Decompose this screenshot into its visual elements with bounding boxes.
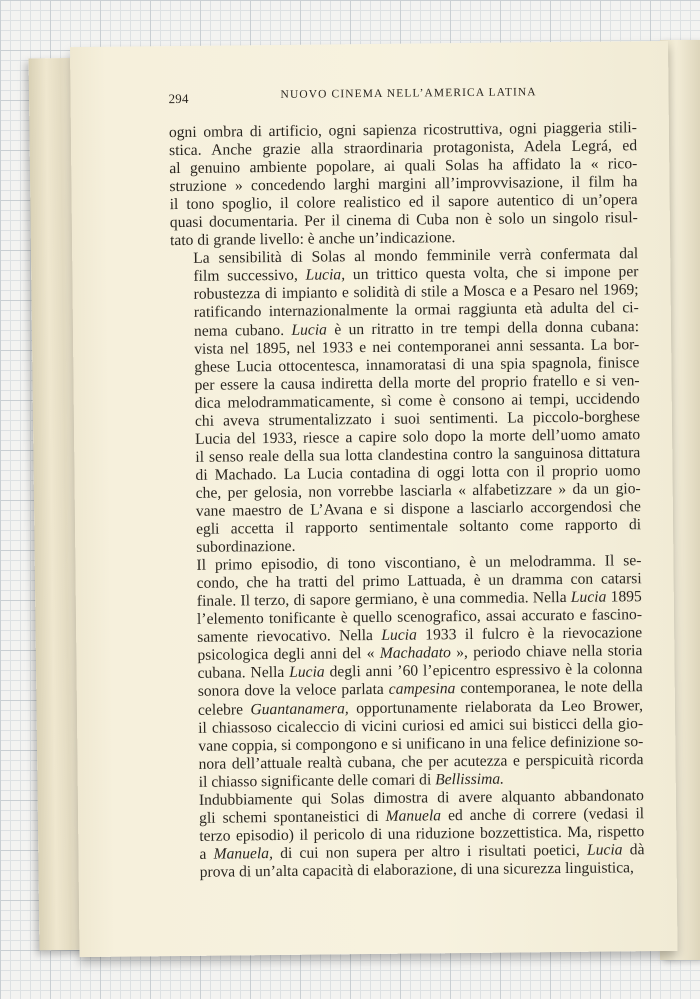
italic-title: Lucia bbox=[289, 663, 325, 682]
text-span: condo, che ha tratti del primo Lattuada, è un dramma con catarsi bbox=[196, 570, 642, 593]
text-span: Il primo episodio, di tono viscontiano, è un melodramma. Il se- bbox=[196, 552, 642, 574]
text-span: dà bbox=[622, 841, 645, 859]
text-span: 1895 bbox=[606, 588, 642, 606]
text-span: Indubbiamente qui Solas dimostra di avere alquanto abbandonato bbox=[198, 786, 644, 809]
body-text bbox=[169, 119, 645, 882]
page-header bbox=[168, 82, 598, 107]
italic-title: Manuela bbox=[385, 807, 442, 825]
italic-title: campesina bbox=[388, 680, 456, 699]
text-span: sonora dove la veloce parlata bbox=[197, 681, 389, 701]
text-span: chi aveva strumentalizzato i suoi sentimenti. La piccolo-borghese bbox=[194, 407, 641, 430]
text-span: contemporanea, le note della bbox=[455, 678, 643, 698]
italic-title: Manuela, bbox=[213, 844, 274, 863]
paragraph bbox=[173, 552, 643, 791]
text-span: nema cubano. bbox=[193, 321, 292, 340]
text-span: è un ritratto in tre tempi della donna cubana: bbox=[326, 317, 640, 338]
italic-title: Guantanamera, bbox=[250, 699, 349, 718]
text-span: di Machado. La Lucia contadina di oggi lotta con il proprio uomo bbox=[195, 462, 641, 484]
text-span: celebre bbox=[197, 700, 251, 719]
text-span: », periodo chiave nella storia bbox=[450, 642, 643, 662]
text-span: 1933 il fulcro è la rievocazione bbox=[416, 624, 643, 644]
text-span: finale. Il terzo, di sapore germiano, è una commedia. Nella bbox=[196, 589, 571, 611]
text-span: Lucia del 1933, riesce a capire solo dopo la morte dell’uomo amato bbox=[195, 425, 641, 448]
text-span: di cui non supera per altro i risultati poetici, bbox=[272, 841, 588, 862]
text-span: il tono spoglio, il colore realistico ed il sapore autentico di un’opera bbox=[169, 191, 638, 214]
italic-title: Bellissima. bbox=[435, 770, 505, 789]
italic-title: Lucia, bbox=[305, 266, 346, 285]
text-span: il chiasso significante delle comari di bbox=[198, 771, 436, 791]
text-span: un trittico questa volta, che si impone per bbox=[344, 263, 639, 284]
text-span: per essere la causa indiretta della morte del proprio fratello e si ven- bbox=[194, 371, 640, 394]
text-span: l’elemento tonificante è quello scenografico, assai accurato e fascino- bbox=[196, 606, 643, 629]
text-span: vane coppia, si compongono e si unificano in una felice definizione so- bbox=[198, 732, 644, 755]
text-span: ed anche di correre (vedasi il bbox=[440, 804, 645, 825]
text-span: ogni ombra di artificio, ogni sapienza ricostruttiva, ogni piaggeria stili- bbox=[168, 119, 637, 142]
book-page bbox=[70, 41, 677, 957]
paragraph bbox=[170, 246, 641, 558]
text-span: che, per gelosia, non vorrebbe lasciarla « alfabetizzare » da un gio- bbox=[195, 480, 641, 502]
text-span: subordinazione. bbox=[196, 537, 296, 556]
text-span: opportunamente rielaborata da Leo Brower, bbox=[348, 696, 644, 717]
text-span: prova di un’alta capacità di elaborazione, di una sicurezza linguistica, bbox=[199, 859, 634, 881]
text-line bbox=[177, 859, 645, 882]
text-span: egli accetta il rapporto sentimentale soltanto come rapporto di bbox=[195, 516, 642, 538]
text-span: dica melodrammaticamente, sì come è consono ai tempi, uccidendo bbox=[194, 389, 640, 412]
text-span: terzo episodio) il pericolo di una riduzione bozzettistica. Ma, rispetto bbox=[199, 822, 645, 845]
text-span: a bbox=[199, 845, 214, 863]
italic-title: Lucia bbox=[291, 320, 328, 339]
paragraph bbox=[169, 119, 638, 250]
text-span: al genuino ambiente popolare, ai quali Solas ha affidato la « rico- bbox=[169, 155, 638, 178]
text-span: cubana. Nella bbox=[197, 664, 290, 683]
paragraph bbox=[176, 787, 645, 882]
text-span: nora dell’attuale realtà cubana, che per acutezza e perspicuità ricorda bbox=[198, 750, 644, 773]
text-span: quasi documentaria. Per il cinema di Cuba non è solo un singolo risul- bbox=[169, 209, 638, 232]
text-span: samente rievocativo. Nella bbox=[197, 627, 382, 647]
text-span: il senso reale della sua lotta clandestina contro la sanguinosa dittatura bbox=[195, 444, 641, 466]
text-span: vane maestro de L’Avana e si dispone a lasciarlo accorgendosi che bbox=[195, 498, 641, 520]
italic-title: Lucia bbox=[570, 588, 607, 607]
text-span: degli anni ’60 l’epicentro espressivo è la colonna bbox=[324, 660, 643, 681]
text-span: gli schemi spontaneistici di bbox=[199, 807, 386, 827]
text-span: robustezza di impianto e solidità di stile a Mosca e a Pesaro nel 1969; bbox=[193, 281, 639, 304]
page-number: 294 bbox=[168, 90, 189, 107]
text-span: ghese Lucia ottocentesca, innamoratasi di una spia spagnola, finisce bbox=[194, 353, 640, 376]
text-span: tato di grande livello: è anche un’indicazione. bbox=[169, 229, 456, 250]
text-span: La sensibilità di Solas al mondo femminile verrà confermata dal bbox=[193, 245, 639, 268]
italic-title: Lucia bbox=[586, 841, 623, 859]
text-span: vista nel 1895, nel 1933 e nei contemporanei anni sessanta. La bor- bbox=[194, 335, 640, 358]
text-span: stica. Anche grazie alla straordinaria protagonista, Adela Legrá, ed bbox=[169, 137, 638, 160]
text-span: il chiassoso cicaleccio di vicini curiosi ed amici sui bisticci della gio- bbox=[198, 714, 644, 737]
italic-title: Lucia bbox=[381, 626, 417, 645]
text-span: film successivo, bbox=[193, 267, 306, 286]
text-span: struzione » concedendo larghi margini all’improvvisazione, il film ha bbox=[169, 173, 638, 196]
text-span: ratificando internazionalmente la ormai raggiunta età adulta del ci- bbox=[193, 299, 639, 322]
running-head: NUOVO CINEMA NELL’AMERICA LATINA bbox=[280, 86, 537, 101]
italic-title: Machadato bbox=[379, 644, 451, 663]
text-span: psicologica degli anni del « bbox=[197, 645, 380, 665]
